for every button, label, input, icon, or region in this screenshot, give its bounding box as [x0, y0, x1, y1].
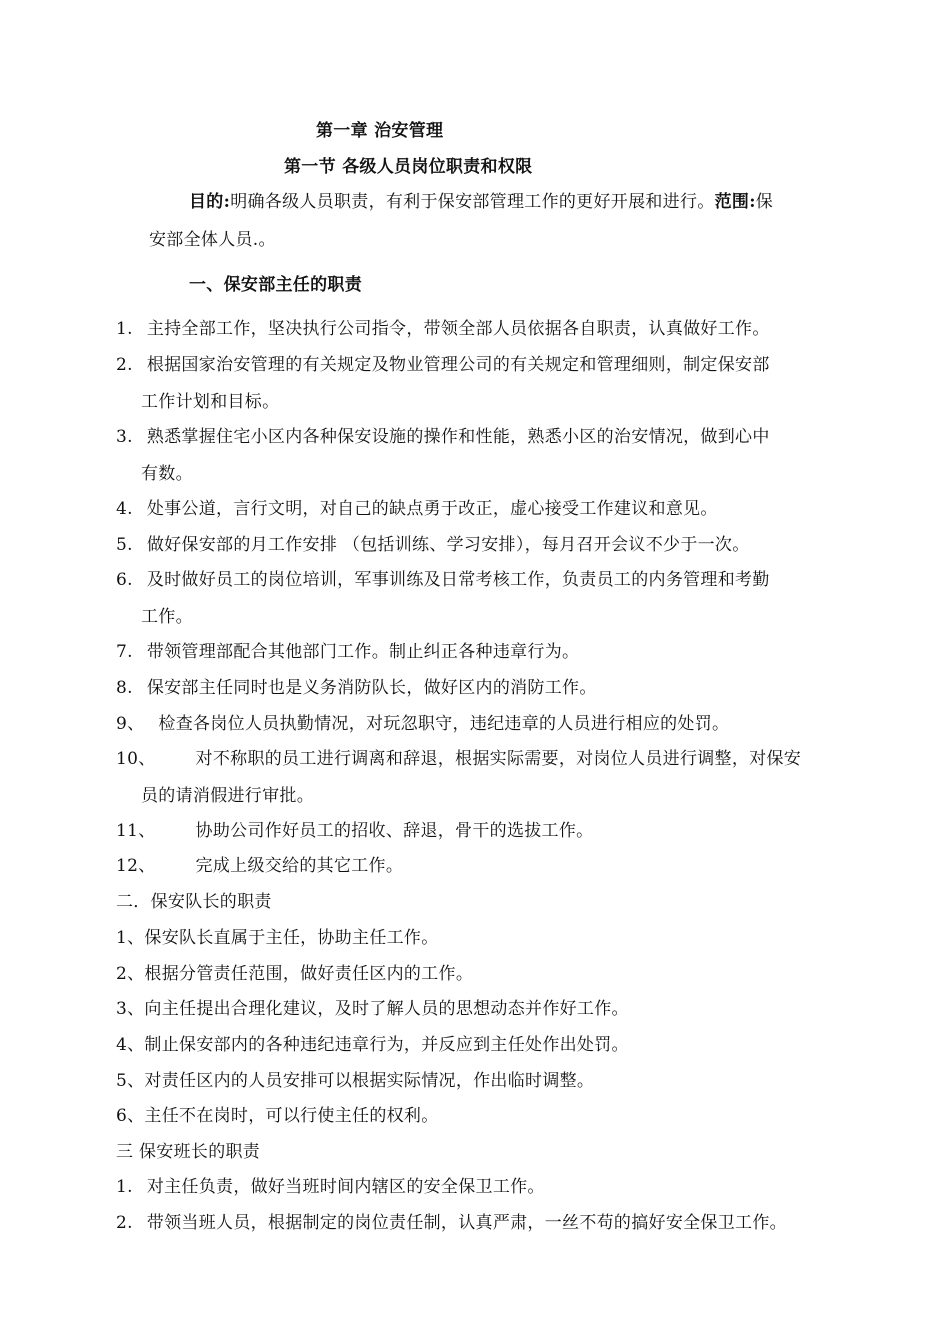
text-segment: 2. — [116, 1213, 133, 1233]
text-segment: 对主任负责，做好当班时间内辖区的安全保卫工作。 — [146, 1177, 545, 1197]
text-segment: 根据国家治安管理的有关规定及物业管理公司的有关规定和管理细则，制定保安部 — [146, 355, 770, 375]
list-item — [116, 712, 729, 736]
text-segment: 协助公司作好员工的招收、辞退，骨干的选拔工作。 — [195, 821, 594, 841]
list-item — [116, 425, 770, 449]
captain-heading: 二．保安队长的职责 — [116, 892, 272, 912]
text-segment: 做好保安部的月工作安排 （包括训练、学习安排），每月召开会议不少于一次。 — [146, 535, 750, 555]
text-segment: 对不称职的员工进行调离和辞退，根据实际需要，对岗位人员进行调整，对保安 — [195, 749, 802, 769]
list-item: 4、制止保安部内的各种违纪违章行为，并反应到主任处作出处罚。 — [116, 1035, 629, 1055]
text-segment: 6. — [116, 570, 133, 590]
text-segment: 4. — [116, 499, 133, 519]
text-segment: 熟悉掌握住宅小区内各种保安设施的操作和性能，熟悉小区的治安情况，做到心中 — [146, 427, 770, 447]
text-segment: 及时做好员工的岗位培训，军事训练及日常考核工作，负责员工的内务管理和考勤 — [146, 570, 770, 590]
list-item-continuation: 员的请消假进行审批。 — [141, 786, 314, 806]
squad-heading: 三 保安班长的职责 — [116, 1142, 261, 1162]
list-item — [116, 676, 597, 700]
list-item — [116, 497, 718, 521]
text-segment: 7. — [116, 642, 133, 662]
list-item — [116, 533, 750, 557]
text-segment: 保安部主任同时也是义务消防队长，做好区内的消防工作。 — [146, 678, 597, 698]
scope-label: 范围: — [714, 192, 756, 212]
list-item: 6、主任不在岗时，可以行使主任的权利。 — [116, 1106, 439, 1126]
text-segment: 3. — [116, 427, 133, 447]
text-segment: 11、 — [116, 821, 156, 841]
text-segment: 带领管理部配合其他部门工作。制止纠正各种违章行为。 — [146, 642, 580, 662]
list-item — [116, 1211, 787, 1235]
text-segment: 检查各岗位人员执勤情况，对玩忽职守，违纪违章的人员进行相应的处罚。 — [158, 714, 730, 734]
list-item — [116, 317, 770, 341]
director-heading: 一、保安部主任的职责 — [189, 275, 362, 295]
list-item — [116, 568, 770, 592]
list-item: 3、向主任提出合理化建议，及时了解人员的思想动态并作好工作。 — [116, 999, 629, 1019]
chapter-title: 第一章 治安管理 — [316, 121, 444, 141]
text-segment: 完成上级交给的其它工作。 — [195, 856, 404, 876]
list-item: 1、保安队长直属于主任，协助主任工作。 — [116, 928, 439, 948]
list-item — [116, 1175, 545, 1199]
list-item-continuation: 工作。 — [141, 607, 193, 627]
list-item-continuation: 工作计划和目标。 — [141, 392, 280, 412]
text-segment: 1. — [116, 319, 133, 339]
list-item — [116, 640, 579, 664]
purpose-text: 明确各级人员职责，有利于保安部管理工作的更好开展和进行。 — [230, 192, 715, 212]
text-segment: 5. — [116, 535, 133, 555]
scope-text: 保 — [755, 192, 774, 212]
list-item: 2、根据分管责任范围，做好责任区内的工作。 — [116, 964, 474, 984]
list-item — [116, 353, 770, 377]
text-segment: 12、 — [116, 856, 156, 876]
text-segment: 1. — [116, 1177, 133, 1197]
list-item: 5、对责任区内的人员安排可以根据实际情况，作出临时调整。 — [116, 1071, 595, 1091]
text-segment: 带领当班人员，根据制定的岗位责任制，认真严肃，一丝不苟的搞好安全保卫工作。 — [146, 1213, 787, 1233]
text-segment: 主持全部工作，坚决执行公司指令，带领全部人员依据各自职责，认真做好工作。 — [146, 319, 770, 339]
list-item — [116, 747, 801, 771]
text-segment: 10、 — [116, 749, 156, 769]
purpose-line-2: 安部全体人员.。 — [149, 230, 276, 250]
list-item — [116, 854, 403, 878]
text-segment: 8. — [116, 678, 133, 698]
section-title: 第一节 各级人员岗位职责和权限 — [284, 157, 533, 177]
purpose-line-1 — [189, 190, 773, 214]
list-item — [116, 819, 593, 843]
text-segment: 9、 — [116, 714, 145, 734]
text-segment: 处事公道，言行文明，对自己的缺点勇于改正，虚心接受工作建议和意见。 — [146, 499, 718, 519]
list-item-continuation: 有数。 — [141, 464, 193, 484]
purpose-label: 目的: — [189, 192, 231, 212]
text-segment: 2. — [116, 355, 133, 375]
